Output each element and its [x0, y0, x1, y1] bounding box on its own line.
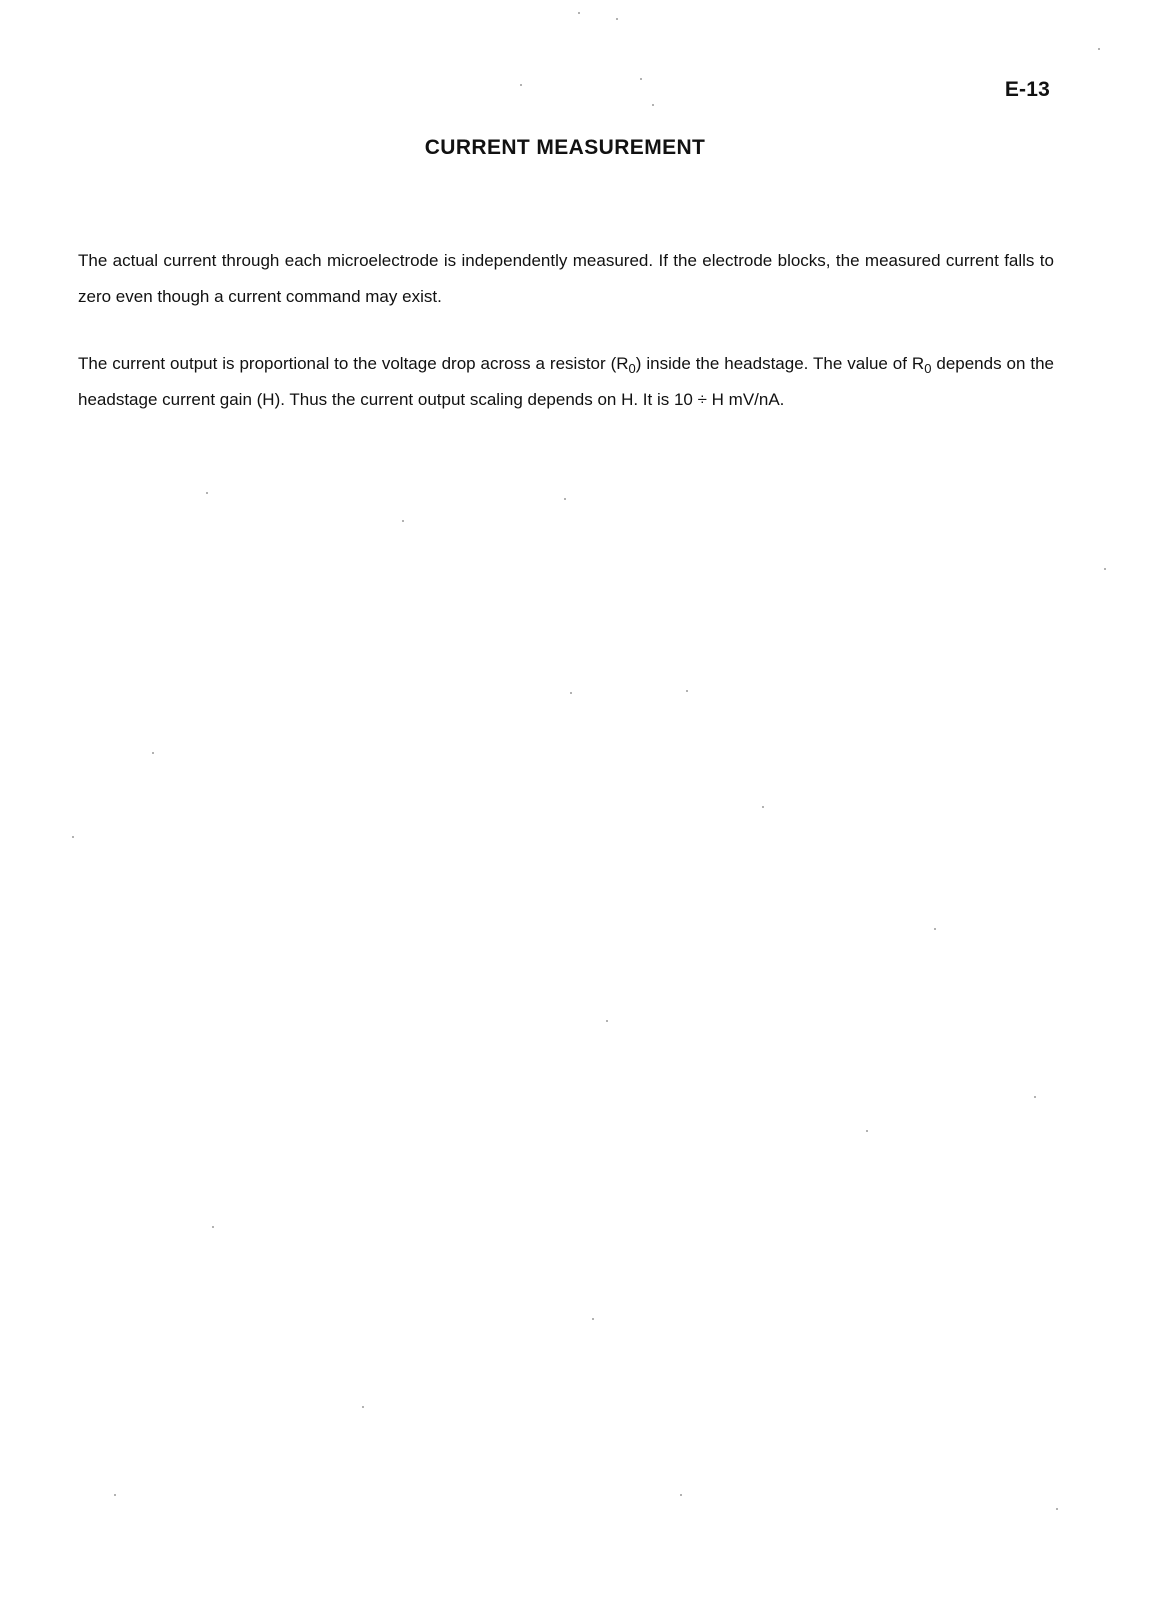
- scan-speck: [762, 806, 764, 808]
- scan-speck: [72, 836, 74, 838]
- subscript-zero: 0: [924, 361, 932, 376]
- scan-speck: [578, 12, 580, 14]
- scan-speck: [686, 690, 688, 692]
- scan-speck: [564, 498, 566, 500]
- scan-speck: [362, 1406, 364, 1408]
- scan-speck: [570, 692, 572, 694]
- paragraph-current-measured: The actual current through each microelectrode is independently measured. If the electrode blocks, the measured current falls to zero even though a current command may exist.: [78, 251, 1054, 306]
- subscript-zero: 0: [628, 361, 636, 376]
- scan-speck: [520, 84, 522, 86]
- scan-speck: [680, 1494, 682, 1496]
- paragraph-segment: The current output is proportional to the voltage drop across a resistor (R: [78, 354, 629, 373]
- scan-speck: [114, 1494, 116, 1496]
- scan-speck: [652, 104, 654, 106]
- scan-speck: [1056, 1508, 1058, 1510]
- scan-speck: [866, 1130, 868, 1132]
- scan-speck: [402, 520, 404, 522]
- page-number: E-13: [1004, 78, 1050, 101]
- scan-speck: [934, 928, 936, 930]
- scan-speck: [212, 1226, 214, 1228]
- scan-speck: [1104, 568, 1106, 570]
- page-title: CURRENT MEASUREMENT: [424, 136, 706, 159]
- scan-speck: [606, 1020, 608, 1022]
- scan-speck: [1034, 1096, 1036, 1098]
- scan-speck: [152, 752, 154, 754]
- scan-speck: [592, 1318, 594, 1320]
- scan-speck: [640, 78, 642, 80]
- scan-speck: [206, 492, 208, 494]
- paragraph-current-output: [78, 346, 1054, 418]
- paragraph-segment: depends on the headstage current gain (H). Thus the current output scaling depends on H. It is 10 ÷ H mV/nA.: [78, 354, 1054, 409]
- scan-speck: [616, 18, 618, 20]
- paragraph-segment: ) inside the headstage. The value of R: [635, 354, 925, 373]
- scan-speck: [1098, 48, 1100, 50]
